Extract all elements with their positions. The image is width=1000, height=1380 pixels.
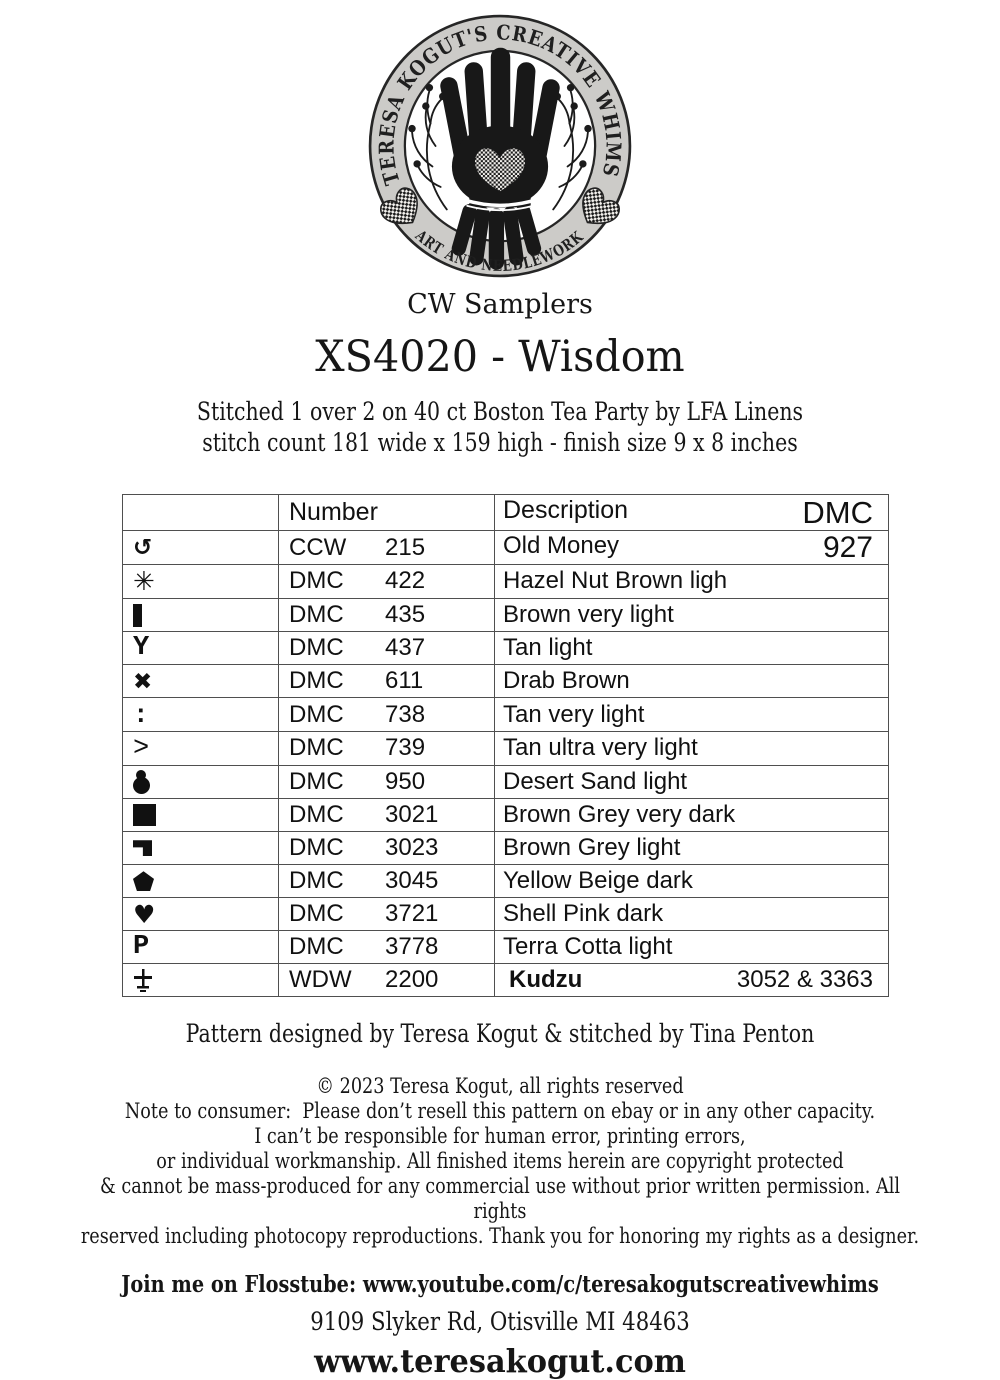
floss-brand: DMC xyxy=(289,866,344,894)
color-table-row xyxy=(123,765,889,798)
floss-brand: DMC xyxy=(289,833,344,861)
corner-icon xyxy=(133,840,152,856)
floss-description: Shell Pink dark xyxy=(503,899,664,927)
black-square-icon xyxy=(133,804,156,826)
greater-than-icon: > xyxy=(133,733,150,764)
floss-brand: DMC xyxy=(289,899,344,927)
letter-p-icon: P xyxy=(133,932,150,963)
copyright-line: Note to consumer: Please don’t resell this pattern on ebay or in any other capacity. xyxy=(124,1099,876,1124)
color-table-row xyxy=(123,698,889,732)
floss-code: 3045 xyxy=(385,866,439,894)
color-table-row xyxy=(123,964,889,997)
mailing-address: 9109 Slyker Rd, Otisville MI 48463 xyxy=(310,1307,690,1337)
subtitle-line-1: Stitched 1 over 2 on 40 ct Boston Tea Party by LFA Linens xyxy=(196,397,804,426)
floss-brand: WDW xyxy=(289,966,352,994)
floss-brand: DMC xyxy=(289,767,344,795)
floss-brand: DMC xyxy=(289,700,344,728)
pentagon-icon xyxy=(133,871,154,891)
floss-description: Yellow Beige dark xyxy=(503,866,693,894)
color-table-row xyxy=(123,665,889,698)
flosstube-link-text: Join me on Flosstube: www.youtube.com/c/teresakogutscreativewhims xyxy=(121,1271,879,1299)
color-table-row xyxy=(123,930,889,964)
floss-code: 611 xyxy=(385,667,424,695)
color-table-row xyxy=(123,798,889,831)
floss-code: 950 xyxy=(385,767,426,795)
vertical-bar-icon xyxy=(133,604,142,627)
color-table-body xyxy=(123,531,889,997)
floss-description: Brown very light xyxy=(503,600,674,628)
copyright-line: © 2023 Teresa Kogut, all rights reserved xyxy=(316,1074,684,1099)
floss-description: Hazel Nut Brown ligh xyxy=(503,567,728,595)
color-table-row xyxy=(123,598,889,631)
color-table-row xyxy=(123,631,889,665)
subtitle-line-2: stitch count 181 wide x 159 high - finish size 9 x 8 inches xyxy=(202,428,798,457)
dmc-column-header: DMC xyxy=(802,495,873,530)
floss-description: Kudzu xyxy=(509,966,583,994)
floss-description: Tan very light xyxy=(503,700,645,728)
letter-y-icon: Y xyxy=(133,633,150,664)
ground-icon xyxy=(133,969,153,993)
floss-brand: CCW xyxy=(289,533,347,561)
description-column-header: Description xyxy=(503,496,629,524)
pattern-subtitle xyxy=(90,396,910,458)
floss-code: 738 xyxy=(385,700,426,728)
floss-brand: DMC xyxy=(289,933,344,961)
floss-code: 3721 xyxy=(385,899,439,927)
contact-block xyxy=(0,1271,1000,1380)
floss-description: Old Money xyxy=(503,532,620,559)
floss-brand: DMC xyxy=(289,600,344,628)
copyright-line: I can’t be responsible for human error, printing errors, xyxy=(254,1124,746,1149)
dmc-conversion: 3052 & 3363 xyxy=(736,966,873,994)
logo-container xyxy=(0,0,1000,283)
symbol-column-header xyxy=(123,495,279,531)
floss-code: 2200 xyxy=(385,966,439,994)
floss-code: 3023 xyxy=(385,833,439,861)
floss-code: 435 xyxy=(385,600,426,628)
series-name: CW Samplers xyxy=(407,289,593,320)
color-table-header-row xyxy=(123,495,889,531)
floss-description: Terra Cotta light xyxy=(503,933,673,961)
floss-description: Drab Brown xyxy=(503,667,630,695)
website-url: www.teresakogut.com xyxy=(314,1342,686,1380)
floss-description: Brown Grey very dark xyxy=(503,800,736,828)
floss-code: 739 xyxy=(385,734,426,762)
pawn-icon xyxy=(133,770,150,794)
floss-color-table xyxy=(122,494,889,997)
logo-arc-text-bottom: ART AND NEEDLEWORK xyxy=(411,225,590,276)
floss-code: 437 xyxy=(385,633,426,661)
copyright-notice xyxy=(80,1074,920,1249)
floss-brand: DMC xyxy=(289,567,344,595)
copyright-line: or individual workmanship. All finished items herein are copyright protected xyxy=(156,1149,844,1174)
floss-description: Brown Grey light xyxy=(503,833,681,861)
colon-icon: : xyxy=(133,699,149,730)
pattern-title: XS4020 - Wisdom xyxy=(315,332,685,382)
color-table-row xyxy=(123,897,889,930)
ccw-arrow-icon: ↺ xyxy=(133,535,153,562)
creative-whims-logo xyxy=(367,13,633,279)
floss-code: 422 xyxy=(385,567,426,595)
floss-brand: DMC xyxy=(289,667,344,695)
number-column-header: Number xyxy=(289,498,378,526)
copyright-line: reserved including photocopy reproductions. Thank you for honoring my rights as a designer. xyxy=(80,1224,920,1249)
floss-code: 3778 xyxy=(385,933,439,961)
floss-brand: DMC xyxy=(289,800,344,828)
floss-description: Desert Sand light xyxy=(503,767,688,795)
floss-code: 215 xyxy=(385,533,426,561)
color-table-row xyxy=(123,565,889,599)
heart-icon: ♥ xyxy=(133,899,156,929)
heavy-x-icon: ✖ xyxy=(133,668,153,695)
color-table-row xyxy=(123,864,889,897)
color-table-row xyxy=(123,731,889,765)
logo-arc-text-top: TERESA KOGUT'S CREATIVE WHIMS xyxy=(374,20,626,188)
dmc-conversion: 927 xyxy=(822,531,873,564)
floss-brand: DMC xyxy=(289,734,344,762)
floss-code: 3021 xyxy=(385,800,439,828)
floss-description: Tan light xyxy=(503,633,593,661)
copyright-line: & cannot be mass-produced for any commercial use without prior written permission. All rights xyxy=(100,1174,906,1224)
designer-credit: Pattern designed by Teresa Kogut & stitched by Tina Penton xyxy=(185,1019,815,1049)
asterisk-icon: ✳ xyxy=(133,566,155,597)
color-table-row xyxy=(123,531,889,565)
floss-description: Tan ultra very light xyxy=(503,734,698,762)
floss-brand: DMC xyxy=(289,633,344,661)
color-table-row xyxy=(123,831,889,864)
